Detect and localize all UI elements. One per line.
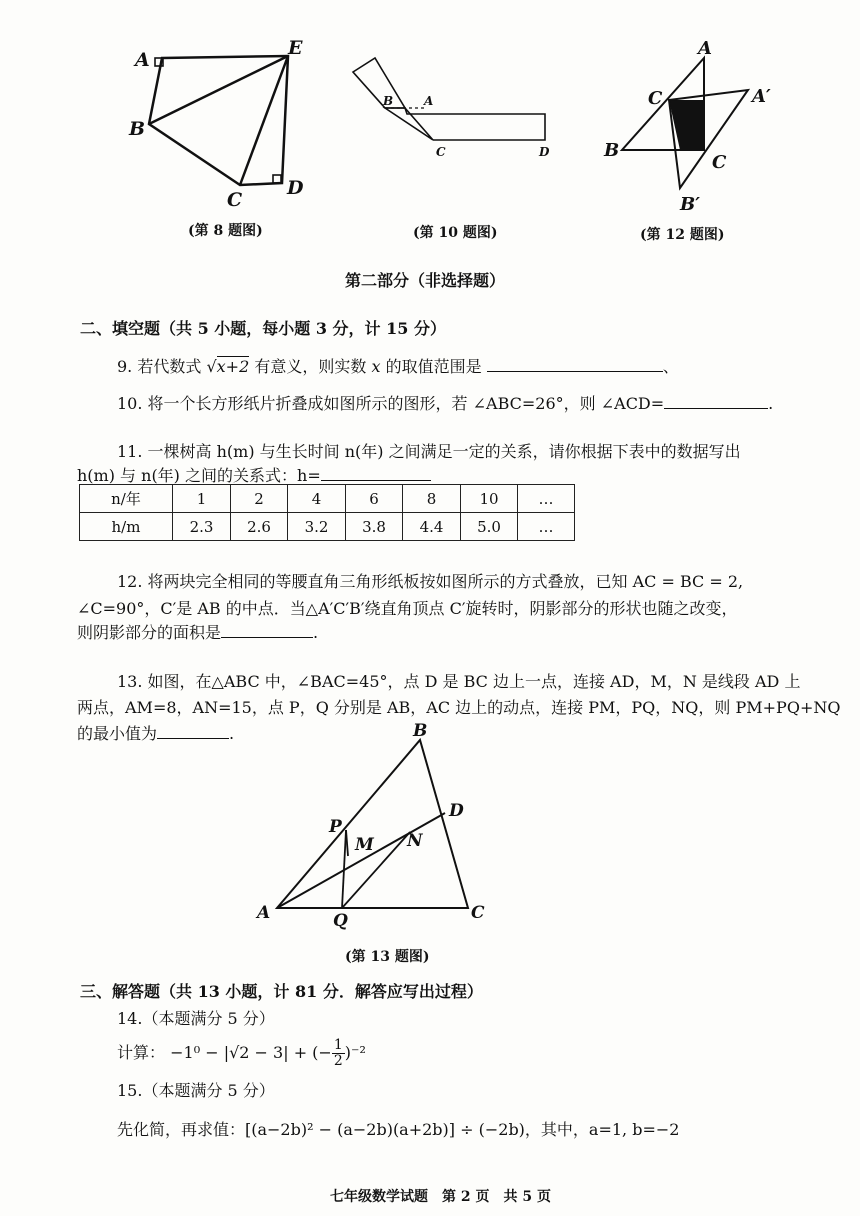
q14-fraction bbox=[332, 1038, 345, 1069]
q12-answer-blank[interactable] bbox=[221, 623, 313, 638]
figure-12 bbox=[600, 38, 780, 218]
label-D: D bbox=[449, 801, 464, 821]
label-A: A bbox=[698, 38, 712, 59]
q12-line3: 则阴影部分的面积是 bbox=[77, 623, 222, 642]
q10-text: 10. 将一个长方形纸片折叠成如图所示的图形，若 ∠ABC=26°，则 ∠ACD= bbox=[117, 394, 665, 413]
part-title: 第二部分（非选择题） bbox=[345, 271, 506, 290]
label-Q: Q bbox=[333, 911, 348, 931]
label-C: C bbox=[436, 145, 446, 159]
table-cell: 5.0 bbox=[461, 513, 518, 541]
table-cell: 2.6 bbox=[231, 513, 288, 541]
section3-heading: 三、解答题（共 13 小题，计 81 分．解答应写出过程） bbox=[80, 982, 483, 1001]
q9-tail: 的取值范围是 bbox=[385, 357, 482, 376]
q14-frac-num: 1 bbox=[333, 1037, 343, 1053]
q12-line1: 12. 将两块完全相同的等腰直角三角形纸板按如图所示的方式叠放，已知 AC = BC = 2, bbox=[117, 572, 744, 591]
q12-end: . bbox=[313, 623, 319, 642]
q9-var: x bbox=[371, 357, 381, 376]
figure-10 bbox=[345, 50, 555, 170]
q11-answer-blank[interactable] bbox=[321, 466, 431, 481]
q9-sqrt: √x+2 bbox=[206, 357, 250, 376]
table-cell: 10 bbox=[461, 485, 518, 513]
table-cell: … bbox=[518, 485, 575, 513]
q13-end: . bbox=[229, 724, 235, 743]
q13-line2: 两点，AM=8，AN=15，点 P，Q 分别是 AB，AC 边上的动点，连接 PM，PQ，NQ，则 PM+PQ+NQ bbox=[77, 698, 841, 717]
q12-line2: ∠C=90°，C′是 AB 的中点．当△A′C′B′绕直角顶点 C′旋转时，阴影部分的形状也随之改变， bbox=[77, 599, 738, 618]
q9-radicand: x+2 bbox=[216, 357, 250, 376]
table-cell: h/m bbox=[80, 513, 173, 541]
table-cell: … bbox=[518, 513, 575, 541]
figure-12-caption: (第 12 题图) bbox=[640, 227, 725, 243]
label-C: C bbox=[712, 152, 727, 173]
question-12-line3 bbox=[77, 620, 318, 643]
figure-13 bbox=[255, 720, 495, 930]
label-B: B bbox=[604, 140, 620, 161]
q9-answer-blank[interactable] bbox=[487, 357, 663, 372]
table-cell: 6 bbox=[346, 485, 403, 513]
table-cell: 3.8 bbox=[346, 513, 403, 541]
table-row bbox=[80, 485, 575, 513]
figure-8 bbox=[125, 38, 315, 213]
figure-10-caption: (第 10 题图) bbox=[413, 225, 498, 241]
label-B: B bbox=[413, 721, 428, 741]
label-D: D bbox=[287, 177, 304, 199]
q11-data-table bbox=[79, 484, 575, 541]
label-D: D bbox=[539, 145, 550, 159]
table-cell: 4 bbox=[288, 485, 346, 513]
label-N: N bbox=[407, 831, 423, 851]
label-A-prime: A′ bbox=[752, 86, 771, 107]
figure-8-caption: (第 8 题图) bbox=[188, 223, 263, 239]
table-cell: 2 bbox=[231, 485, 288, 513]
label-A: A bbox=[135, 49, 150, 71]
question-13-line3 bbox=[77, 721, 234, 744]
q14-frac-den: 2 bbox=[333, 1053, 343, 1069]
q15-text: 先化简，再求值：[(a−2b)² − (a−2b)(a+2b)] ÷ (−2b)，其中，a=1, b=−2 bbox=[117, 1120, 680, 1139]
table-cell: 8 bbox=[403, 485, 461, 513]
question-11-line2 bbox=[77, 463, 431, 486]
q13-answer-blank[interactable] bbox=[157, 724, 229, 739]
label-B: B bbox=[383, 94, 394, 108]
label-A: A bbox=[424, 94, 434, 108]
q15-title: 15.（本题满分 5 分） bbox=[117, 1081, 275, 1100]
question-9 bbox=[117, 354, 679, 377]
q14-prefix: 计算： bbox=[117, 1043, 166, 1062]
q9-prefix: 9. 若代数式 bbox=[117, 357, 202, 376]
q10-answer-blank[interactable] bbox=[664, 394, 768, 409]
label-P: P bbox=[329, 817, 342, 837]
figure-13-diagram bbox=[255, 720, 495, 930]
q9-suffix: 有意义，则实数 bbox=[254, 357, 367, 376]
figure-12-diagram bbox=[600, 38, 780, 218]
q13-line3: 的最小值为 bbox=[77, 724, 158, 743]
table-cell: n/年 bbox=[80, 485, 173, 513]
q11-line1: 11. 一棵树高 h(m) 与生长时间 n(年) 之间满足一定的关系，请你根据下表中的数据写出 bbox=[117, 442, 741, 461]
q10-end: . bbox=[768, 394, 774, 413]
q14-title: 14.（本题满分 5 分） bbox=[117, 1009, 275, 1028]
label-C: C bbox=[227, 189, 243, 211]
table-row bbox=[80, 513, 575, 541]
table-cell: 1 bbox=[173, 485, 231, 513]
q14-expr-a: −1⁰ − |√2 − 3| + (− bbox=[170, 1043, 332, 1062]
label-A: A bbox=[257, 903, 271, 923]
figure-10-diagram bbox=[345, 50, 555, 170]
table-cell: 4.4 bbox=[403, 513, 461, 541]
section2-heading: 二、填空题（共 5 小题，每小题 3 分，计 15 分） bbox=[80, 319, 446, 338]
q11-line2: h(m) 与 n(年) 之间的关系式：h= bbox=[77, 466, 321, 485]
q9-end: 、 bbox=[662, 357, 679, 376]
figure-13-caption: (第 13 题图) bbox=[345, 949, 430, 965]
table-cell: 3.2 bbox=[288, 513, 346, 541]
label-B: B bbox=[129, 118, 146, 140]
figure-8-diagram bbox=[125, 38, 315, 213]
table-cell: 2.3 bbox=[173, 513, 231, 541]
label-B-prime: B′ bbox=[680, 194, 700, 215]
page-footer: 七年级数学试题 第 2 页 共 5 页 bbox=[330, 1189, 551, 1205]
label-E: E bbox=[288, 37, 303, 59]
label-C: C bbox=[471, 903, 485, 923]
q14-expr-b: )⁻² bbox=[344, 1043, 366, 1062]
question-14-expression bbox=[117, 1036, 366, 1070]
question-10 bbox=[117, 391, 773, 414]
label-C-prime: C bbox=[648, 88, 663, 109]
label-M: M bbox=[355, 835, 374, 855]
q13-line1: 13. 如图，在△ABC 中，∠BAC=45°，点 D 是 BC 边上一点，连接 AD，M，N 是线段 AD 上 bbox=[117, 672, 801, 691]
